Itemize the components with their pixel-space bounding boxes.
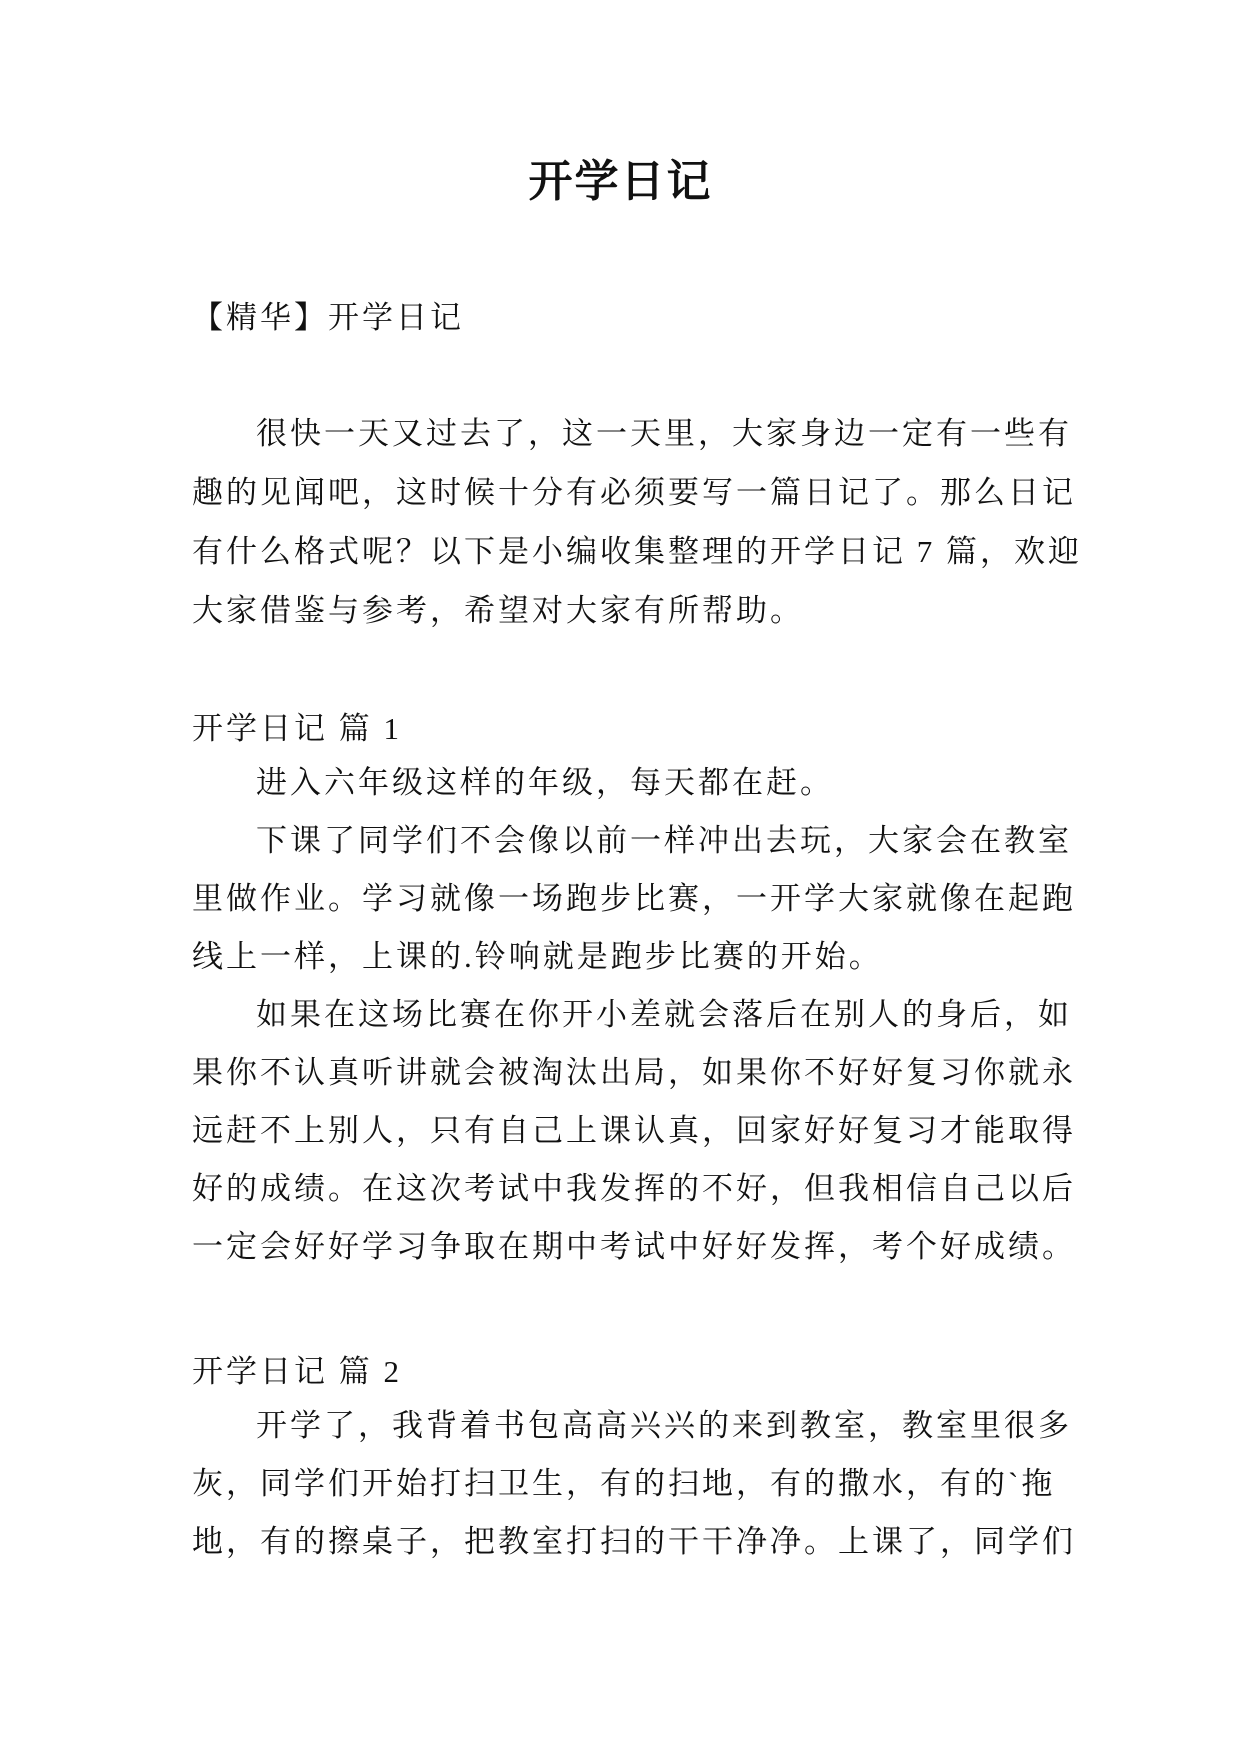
body-line: 灰，同学们开始打扫卫生，有的扫地，有的撒水，有的`拖 [192, 1466, 1056, 1501]
document-title: 开学日记 [528, 157, 713, 206]
body-line: 远赶不上别人，只有自己上课认真，回家好好复习才能取得 [192, 1113, 1076, 1148]
intro-line: 很快一天又过去了，这一天里，大家身边一定有一些有 [256, 416, 1072, 451]
section-1-heading-block [192, 708, 1092, 750]
section-2-heading-block [192, 1351, 1092, 1393]
body-line: 如果在这场比赛在你开小差就会落后在别人的身后，如 [256, 997, 1072, 1032]
section-heading: 开学日记 篇 1 [192, 711, 402, 746]
section-1-body [192, 762, 1092, 1268]
body-line: 地，有的擦桌子，把教室打扫的干干净净。上课了，同学们 [192, 1524, 1076, 1559]
body-line: 开学了，我背着书包高高兴兴的来到教室，教室里很多 [256, 1408, 1072, 1443]
body-line: 一定会好好学习争取在期中考试中好好发挥，考个好成绩。 [192, 1229, 1076, 1264]
section-heading: 开学日记 篇 2 [192, 1354, 402, 1389]
intro-line: 有什么格式呢？以下是小编收集整理的开学日记 7 篇，欢迎 [192, 534, 1082, 569]
intro-line: 趣的见闻吧，这时候十分有必须要写一篇日记了。那么日记 [192, 475, 1076, 510]
intro-line: 大家借鉴与参考，希望对大家有所帮助。 [192, 593, 804, 628]
body-line: 线上一样，上课的.铃响就是跑步比赛的开始。 [192, 939, 883, 974]
subtitle-block [192, 297, 1092, 339]
subtitle: 【精华】开学日记 [192, 300, 464, 335]
body-line: 进入六年级这样的年级，每天都在赶。 [256, 765, 834, 800]
section-2-body [192, 1405, 1092, 1563]
body-line: 好的成绩。在这次考试中我发挥的不好，但我相信自己以后 [192, 1171, 1076, 1206]
body-line: 下课了同学们不会像以前一样冲出去玩，大家会在教室 [256, 823, 1072, 858]
body-line: 果你不认真听讲就会被淘汰出局，如果你不好好复习你就永 [192, 1055, 1076, 1090]
body-line: 里做作业。学习就像一场跑步比赛，一开学大家就像在起跑 [192, 881, 1076, 916]
intro-paragraph [192, 413, 1092, 632]
